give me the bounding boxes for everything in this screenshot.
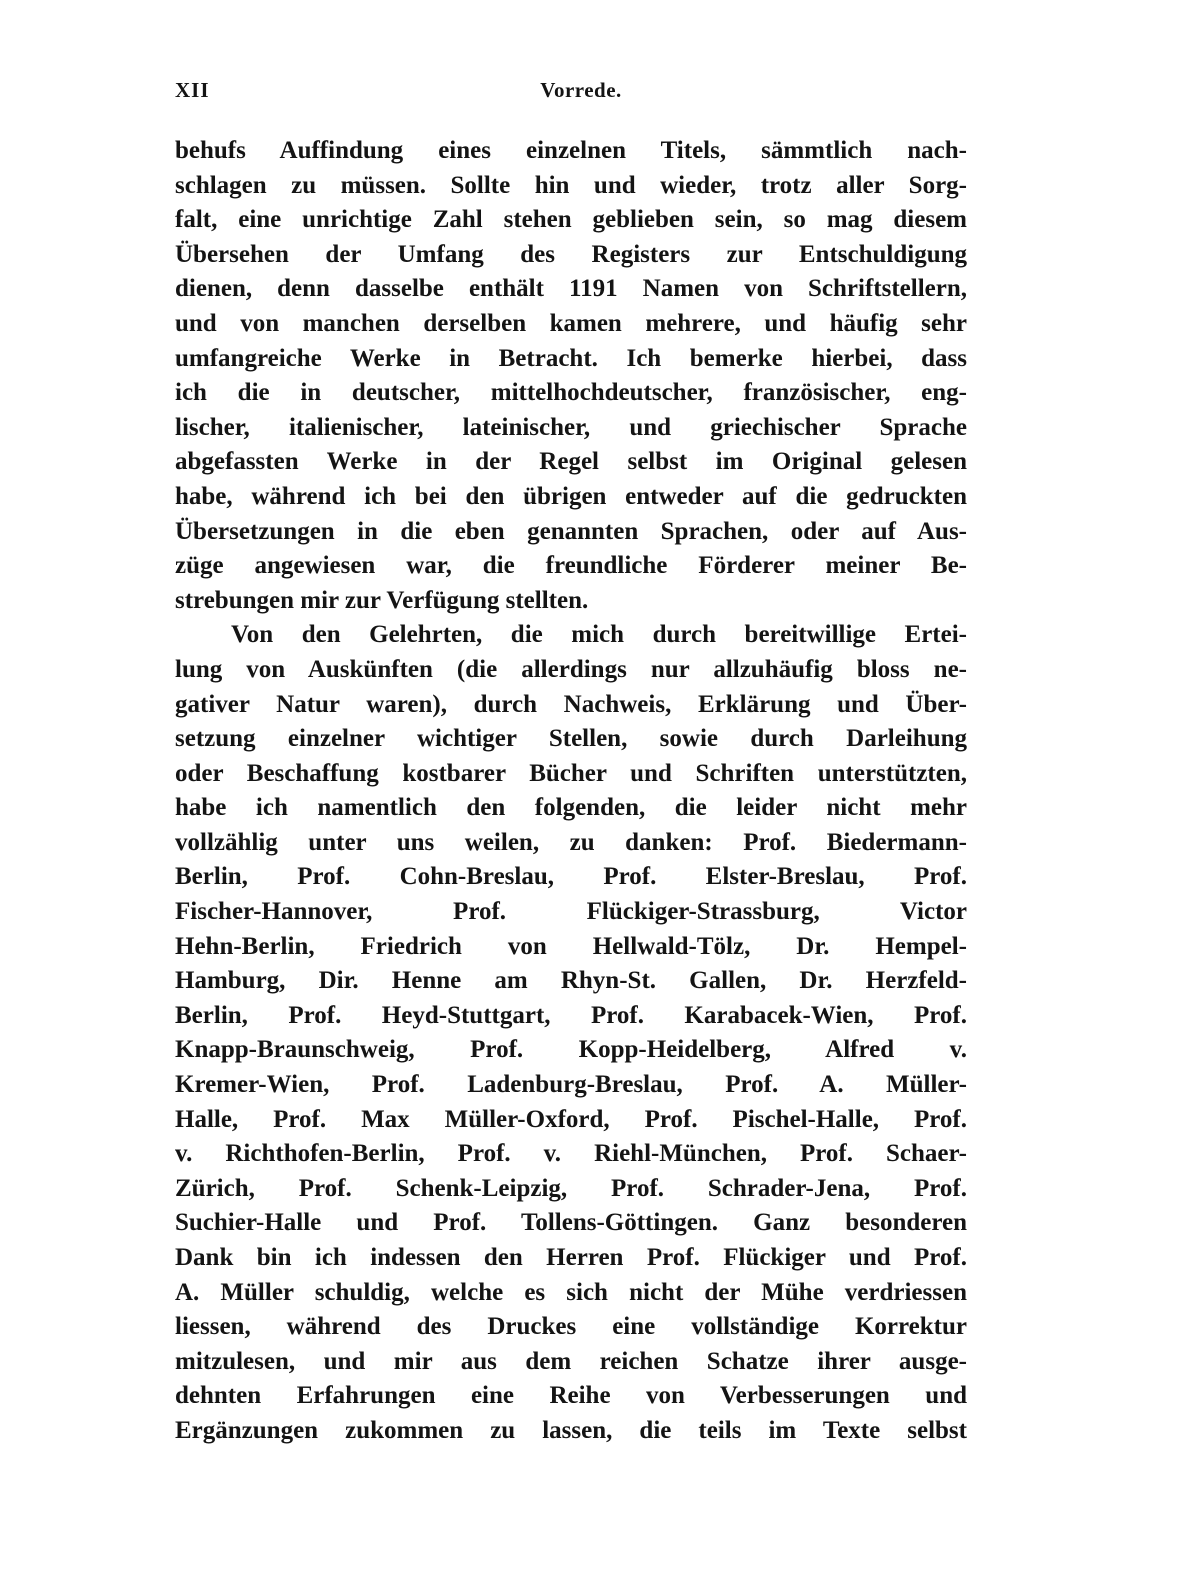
text-line: Berlin, Prof. Cohn-Breslau, Prof. Elster-Breslau, Prof. bbox=[175, 863, 967, 891]
text-line: Knapp-Braunschweig, Prof. Kopp-Heidelberg, Alfred v. bbox=[175, 1036, 967, 1064]
text-line: Hamburg, Dir. Henne am Rhyn-St. Gallen, Dr. Herzfeld- bbox=[175, 967, 967, 995]
page-number: XII bbox=[175, 78, 210, 102]
paragraph-2 bbox=[175, 618, 967, 1448]
text-line: Suchier-Halle und Prof. Tollens-Göttingen. Ganz besonderen bbox=[175, 1209, 967, 1237]
text-line: züge angewiesen war, die freundliche Förderer meiner Be- bbox=[175, 552, 967, 580]
text-line: Fischer-Hannover, Prof. Flückiger-Strassburg, Victor bbox=[175, 898, 967, 926]
text-line: habe ich namentlich den folgenden, die leider nicht mehr bbox=[175, 794, 967, 822]
body-text bbox=[175, 134, 967, 1449]
page-header bbox=[175, 78, 967, 112]
text-line: liessen, während des Druckes eine vollständige Korrektur bbox=[175, 1313, 967, 1341]
text-line: schlagen zu müssen. Sollte hin und wieder, trotz aller Sorg- bbox=[175, 171, 967, 199]
text-line: falt, eine unrichtige Zahl stehen geblieben sein, so mag diesem bbox=[175, 206, 967, 234]
text-line: Zürich, Prof. Schenk-Leipzig, Prof. Schrader-Jena, Prof. bbox=[175, 1174, 967, 1202]
text-line: A. Müller schuldig, welche es sich nicht der Mühe verdriessen bbox=[175, 1278, 967, 1306]
text-line: setzung einzelner wichtiger Stellen, sowie durch Darleihung bbox=[175, 725, 967, 753]
text-line: abgefassten Werke in der Regel selbst im Original gelesen bbox=[175, 448, 967, 476]
text-line: umfangreiche Werke in Betracht. Ich bemerke hierbei, dass bbox=[175, 344, 967, 372]
text-line: Dank bin ich indessen den Herren Prof. Flückiger und Prof. bbox=[175, 1244, 967, 1271]
text-line: mitzulesen, und mir aus dem reichen Schatze ihrer ausge- bbox=[175, 1347, 967, 1375]
text-line: oder Beschaffung kostbarer Bücher und Schriften unterstützten, bbox=[175, 759, 967, 787]
paragraph-1 bbox=[175, 134, 967, 618]
text-line: und von manchen derselben kamen mehrere, und häufig sehr bbox=[175, 309, 967, 337]
text-line: Kremer-Wien, Prof. Ladenburg-Breslau, Prof. A. Müller- bbox=[175, 1071, 967, 1099]
text-line: strebungen mir zur Verfügung stellten. bbox=[175, 586, 589, 614]
text-line: v. Richthofen-Berlin, Prof. v. Riehl-München, Prof. Schaer- bbox=[175, 1140, 967, 1168]
text-line: ich die in deutscher, mittelhochdeutscher, französischer, eng- bbox=[175, 379, 967, 407]
text-line: Hehn-Berlin, Friedrich von Hellwald-Tölz, Dr. Hempel- bbox=[175, 932, 967, 960]
text-line: dienen, denn dasselbe enthält 1191 Namen von Schriftstellern, bbox=[175, 275, 967, 303]
text-line: Ergänzungen zukommen zu lassen, die teils im Texte selbst bbox=[175, 1416, 967, 1444]
text-line: behufs Auffindung eines einzelnen Titels, sämmtlich nach- bbox=[175, 137, 967, 164]
running-title: Vorrede. bbox=[540, 78, 622, 102]
text-line: Halle, Prof. Max Müller-Oxford, Prof. Pischel-Halle, Prof. bbox=[175, 1105, 967, 1133]
text-line: gativer Natur waren), durch Nachweis, Erklärung und Über- bbox=[175, 690, 967, 718]
text-line: dehnten Erfahrungen eine Reihe von Verbesserungen und bbox=[175, 1382, 967, 1410]
text-line: Übersetzungen in die eben genannten Sprachen, oder auf Aus- bbox=[175, 517, 967, 545]
text-line: lung von Auskünften (die allerdings nur allzuhäufig bloss ne- bbox=[175, 655, 967, 683]
text-line: Berlin, Prof. Heyd-Stuttgart, Prof. Karabacek-Wien, Prof. bbox=[175, 1001, 967, 1029]
text-line: Übersehen der Umfang des Registers zur Entschuldigung bbox=[175, 240, 967, 268]
text-line: lischer, italienischer, lateinischer, und griechischer Sprache bbox=[175, 413, 967, 441]
text-line: vollzählig unter uns weilen, zu danken: Prof. Biedermann- bbox=[175, 828, 967, 856]
text-line: Von den Gelehrten, die mich durch bereitwillige Ertei- bbox=[231, 621, 967, 649]
text-line: habe, während ich bei den übrigen entweder auf die gedruckten bbox=[175, 482, 967, 510]
